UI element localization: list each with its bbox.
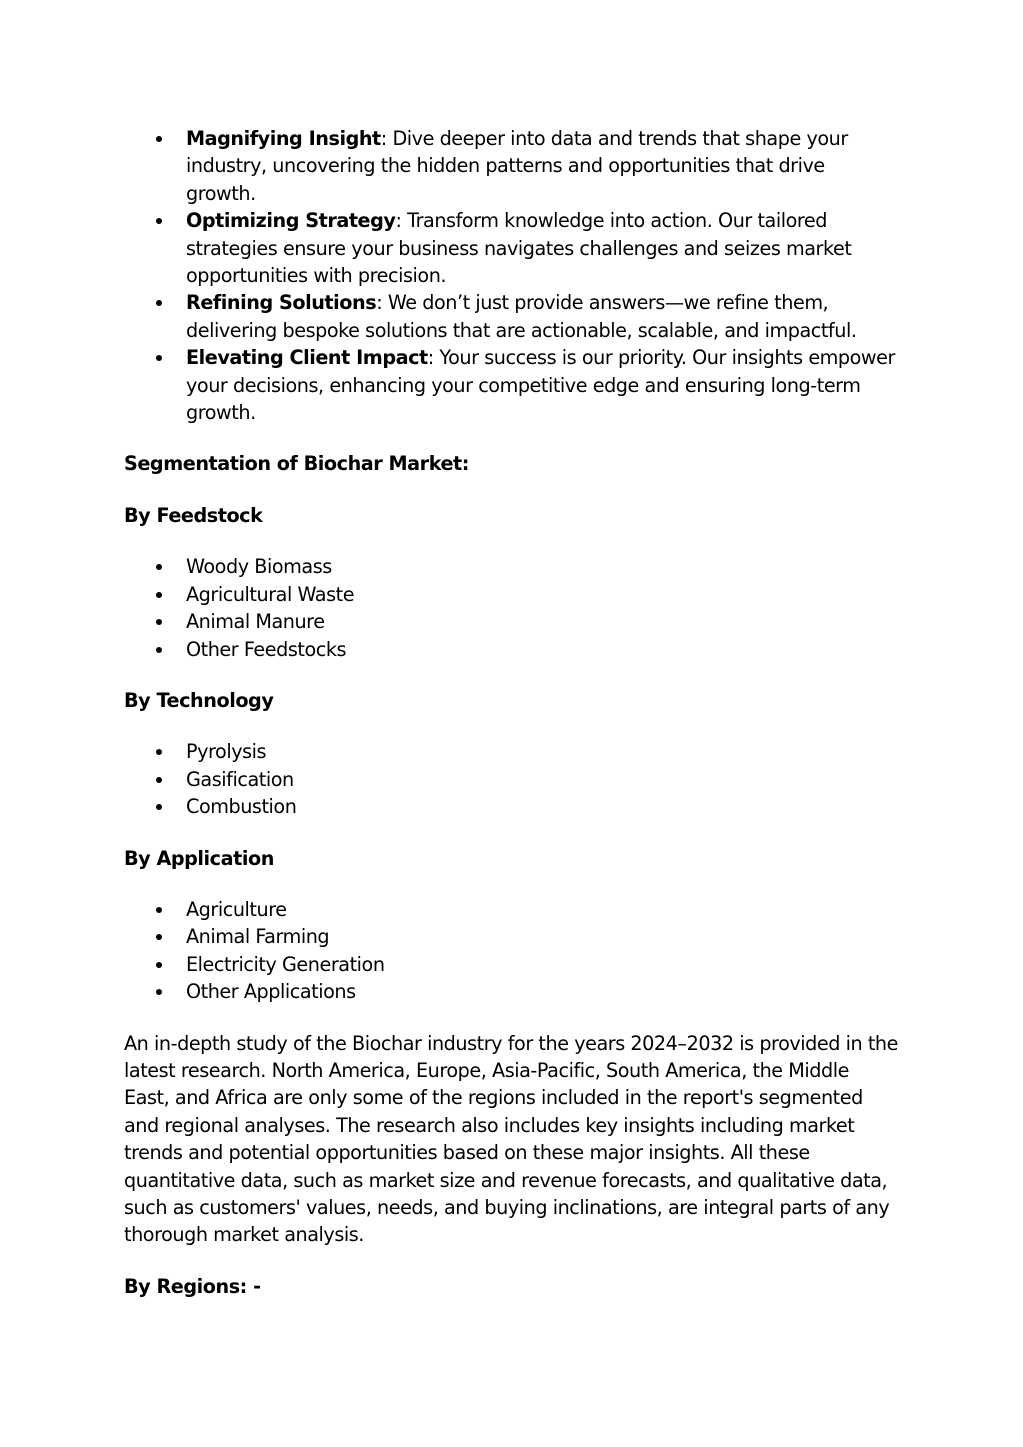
list-item [124, 207, 899, 289]
feedstock-list [124, 553, 899, 663]
list-item-text: Electricity Generation [186, 952, 385, 976]
feedstock-heading: By Feedstock [124, 503, 263, 527]
application-heading: By Application [124, 846, 274, 870]
intro-list [124, 125, 899, 426]
document-page [124, 125, 899, 1300]
bullet-icon [156, 218, 162, 224]
list-item [124, 923, 899, 950]
regions-heading: By Regions: - [124, 1274, 261, 1298]
study-paragraph: An in-depth study of the Biochar industry for the years 2024–2032 is provided in the latest research. North America, Europe, Asia-Pacific, South America, the Middle East, and Africa are only some of the regions included in the report's segmented and regional analyses. The research also includes key insights including market trends and potential opportunities based on these major insights. All these quantitative data, such as market size and revenue forecasts, and qualitative data, such as customers' values, needs, and buying inclinations, are integral parts of any thorough market analysis. [124, 1031, 898, 1247]
bullet-icon [156, 777, 162, 783]
bullet-icon [156, 962, 162, 968]
list-item-text: Other Applications [186, 980, 356, 1004]
bullet-icon [156, 749, 162, 755]
list-item-text: Animal Manure [186, 610, 325, 634]
bullet-icon [156, 934, 162, 940]
list-item [124, 896, 899, 923]
list-item-text: Woody Biomass [186, 555, 332, 579]
bullet-icon [156, 300, 162, 306]
list-item-title: Refining Solutions [186, 291, 377, 315]
bullet-icon [156, 136, 162, 142]
technology-heading: By Technology [124, 688, 274, 712]
list-item-title: Magnifying Insight [186, 127, 381, 150]
bullet-icon [156, 355, 162, 361]
list-item-title: Elevating Client Impact [186, 346, 428, 370]
list-item [124, 793, 899, 820]
list-item [124, 289, 899, 344]
list-item [124, 951, 899, 978]
list-item [124, 738, 899, 765]
list-item-text: Other Feedstocks [186, 637, 347, 661]
list-item-text: Gasification [186, 767, 294, 791]
segmentation-heading: Segmentation of Biochar Market: [124, 452, 470, 476]
list-item-text: Agriculture [186, 897, 287, 921]
bullet-icon [156, 647, 162, 653]
list-item [124, 766, 899, 793]
list-item-text: Pyrolysis [186, 740, 267, 764]
bullet-icon [156, 592, 162, 598]
list-item-text: Animal Farming [186, 925, 330, 949]
application-list [124, 896, 899, 1006]
bullet-icon [156, 907, 162, 913]
bullet-icon [156, 564, 162, 570]
list-item [124, 553, 899, 580]
list-item [124, 344, 899, 426]
list-item-text: : Your success is our priority. Our insights empower your decisions, enhancing your competitive edge and ensuring long-term growth. [186, 346, 895, 425]
list-item-text: Agricultural Waste [186, 582, 355, 606]
bullet-icon [156, 619, 162, 625]
list-item-text: : Dive deeper into data and trends that shape your industry, uncovering the hidden patterns and opportunities that drive growth. [186, 127, 848, 205]
list-item-title: Optimizing Strategy [186, 209, 396, 233]
list-item [124, 978, 899, 1005]
bullet-icon [156, 804, 162, 810]
list-item [124, 581, 899, 608]
list-item [124, 608, 899, 635]
bullet-icon [156, 989, 162, 995]
list-item-text: : We don’t just provide answers—we refine them, delivering bespoke solutions that are actionable, scalable, and impactful. [186, 291, 857, 342]
list-item-text: : Transform knowledge into action. Our tailored strategies ensure your business navigates challenges and seizes market opportunities with precision. [186, 209, 852, 288]
list-item-text: Combustion [186, 795, 297, 819]
list-item [124, 125, 899, 207]
technology-list [124, 738, 899, 820]
list-item [124, 636, 899, 663]
